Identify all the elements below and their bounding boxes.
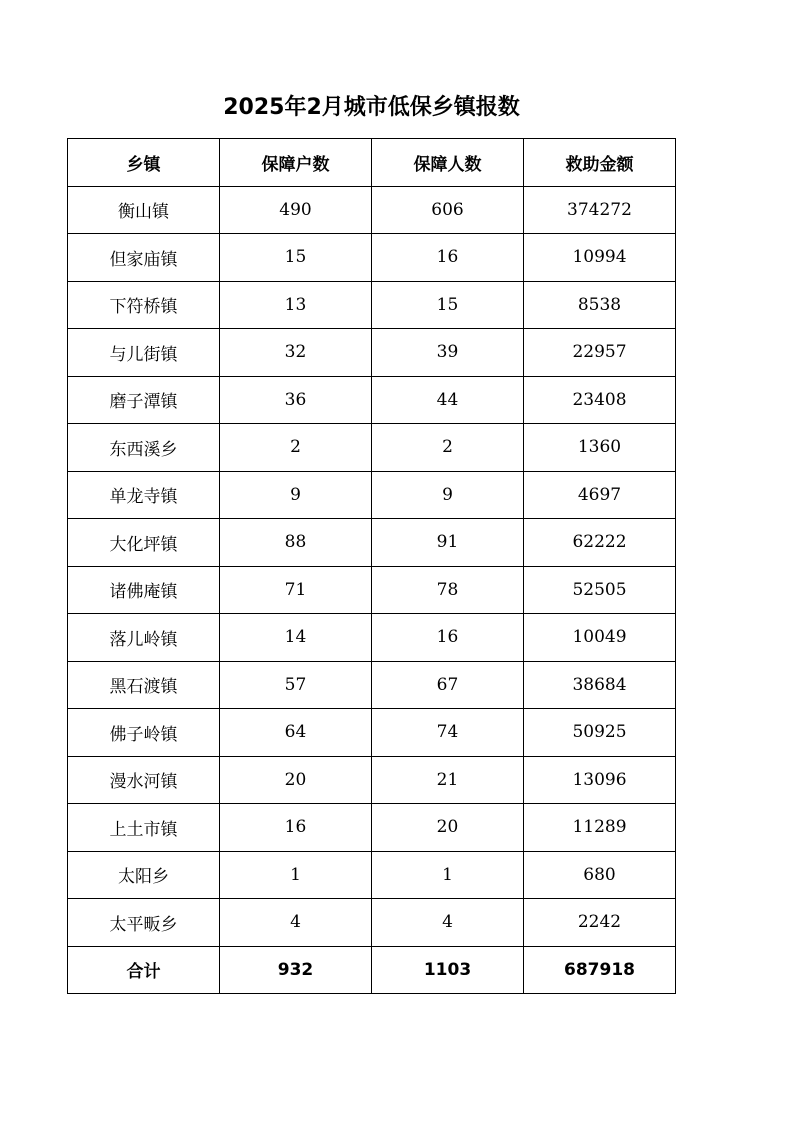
cell-persons: 39 [372, 329, 524, 377]
cell-households: 64 [220, 709, 372, 757]
cell-persons: 16 [372, 614, 524, 662]
cell-amount: 23408 [524, 376, 676, 424]
cell-town: 东西溪乡 [68, 424, 220, 472]
cell-persons: 20 [372, 804, 524, 852]
table-row [68, 519, 676, 567]
cell-persons: 78 [372, 566, 524, 614]
cell-households: 36 [220, 376, 372, 424]
table-row [68, 234, 676, 282]
total-row [68, 946, 676, 994]
cell-town: 落儿岭镇 [68, 614, 220, 662]
table-row [68, 614, 676, 662]
table-row [68, 661, 676, 709]
table-row [68, 804, 676, 852]
cell-persons: 44 [372, 376, 524, 424]
table-row [68, 186, 676, 234]
table-row [68, 566, 676, 614]
cell-town: 诸佛庵镇 [68, 566, 220, 614]
table-row [68, 899, 676, 947]
cell-households: 57 [220, 661, 372, 709]
cell-households: 2 [220, 424, 372, 472]
cell-amount: 10994 [524, 234, 676, 282]
cell-persons: 67 [372, 661, 524, 709]
cell-households: 88 [220, 519, 372, 567]
report-table [67, 138, 676, 994]
cell-persons: 1 [372, 851, 524, 899]
cell-amount: 22957 [524, 329, 676, 377]
table-row [68, 281, 676, 329]
cell-amount: 8538 [524, 281, 676, 329]
header-town: 乡镇 [68, 139, 220, 187]
table-row [68, 851, 676, 899]
cell-households: 16 [220, 804, 372, 852]
cell-households: 71 [220, 566, 372, 614]
header-persons: 保障人数 [372, 139, 524, 187]
cell-amount: 50925 [524, 709, 676, 757]
cell-households: 13 [220, 281, 372, 329]
table-row [68, 376, 676, 424]
header-row [68, 139, 676, 187]
cell-persons: 606 [372, 186, 524, 234]
cell-amount: 4697 [524, 471, 676, 519]
cell-households: 490 [220, 186, 372, 234]
cell-amount: 38684 [524, 661, 676, 709]
table-row [68, 756, 676, 804]
cell-amount: 10049 [524, 614, 676, 662]
cell-amount: 11289 [524, 804, 676, 852]
cell-persons: 4 [372, 899, 524, 947]
header-households: 保障户数 [220, 139, 372, 187]
cell-persons: 9 [372, 471, 524, 519]
cell-persons: 16 [372, 234, 524, 282]
cell-town: 太平畈乡 [68, 899, 220, 947]
cell-households: 14 [220, 614, 372, 662]
table-row [68, 424, 676, 472]
cell-amount: 374272 [524, 186, 676, 234]
cell-amount: 13096 [524, 756, 676, 804]
cell-households: 15 [220, 234, 372, 282]
table-row [68, 709, 676, 757]
cell-households: 4 [220, 899, 372, 947]
cell-town: 漫水河镇 [68, 756, 220, 804]
cell-persons: 15 [372, 281, 524, 329]
header-amount: 救助金额 [524, 139, 676, 187]
cell-town: 单龙寺镇 [68, 471, 220, 519]
cell-town: 太阳乡 [68, 851, 220, 899]
cell-town: 佛子岭镇 [68, 709, 220, 757]
cell-amount: 680 [524, 851, 676, 899]
cell-persons: 21 [372, 756, 524, 804]
cell-households: 9 [220, 471, 372, 519]
total-amount: 687918 [524, 946, 676, 994]
cell-town: 但家庙镇 [68, 234, 220, 282]
page-title: 2025年2月城市低保乡镇报数 [223, 95, 520, 120]
cell-amount: 62222 [524, 519, 676, 567]
table-row [68, 471, 676, 519]
total-households: 932 [220, 946, 372, 994]
cell-town: 上土市镇 [68, 804, 220, 852]
cell-households: 20 [220, 756, 372, 804]
cell-persons: 74 [372, 709, 524, 757]
cell-amount: 52505 [524, 566, 676, 614]
total-label: 合计 [68, 946, 220, 994]
cell-town: 衡山镇 [68, 186, 220, 234]
cell-town: 磨子潭镇 [68, 376, 220, 424]
cell-households: 1 [220, 851, 372, 899]
table-row [68, 329, 676, 377]
cell-persons: 91 [372, 519, 524, 567]
cell-amount: 2242 [524, 899, 676, 947]
total-persons: 1103 [372, 946, 524, 994]
cell-town: 下符桥镇 [68, 281, 220, 329]
cell-households: 32 [220, 329, 372, 377]
cell-town: 与儿街镇 [68, 329, 220, 377]
cell-town: 黑石渡镇 [68, 661, 220, 709]
cell-town: 大化坪镇 [68, 519, 220, 567]
cell-amount: 1360 [524, 424, 676, 472]
cell-persons: 2 [372, 424, 524, 472]
